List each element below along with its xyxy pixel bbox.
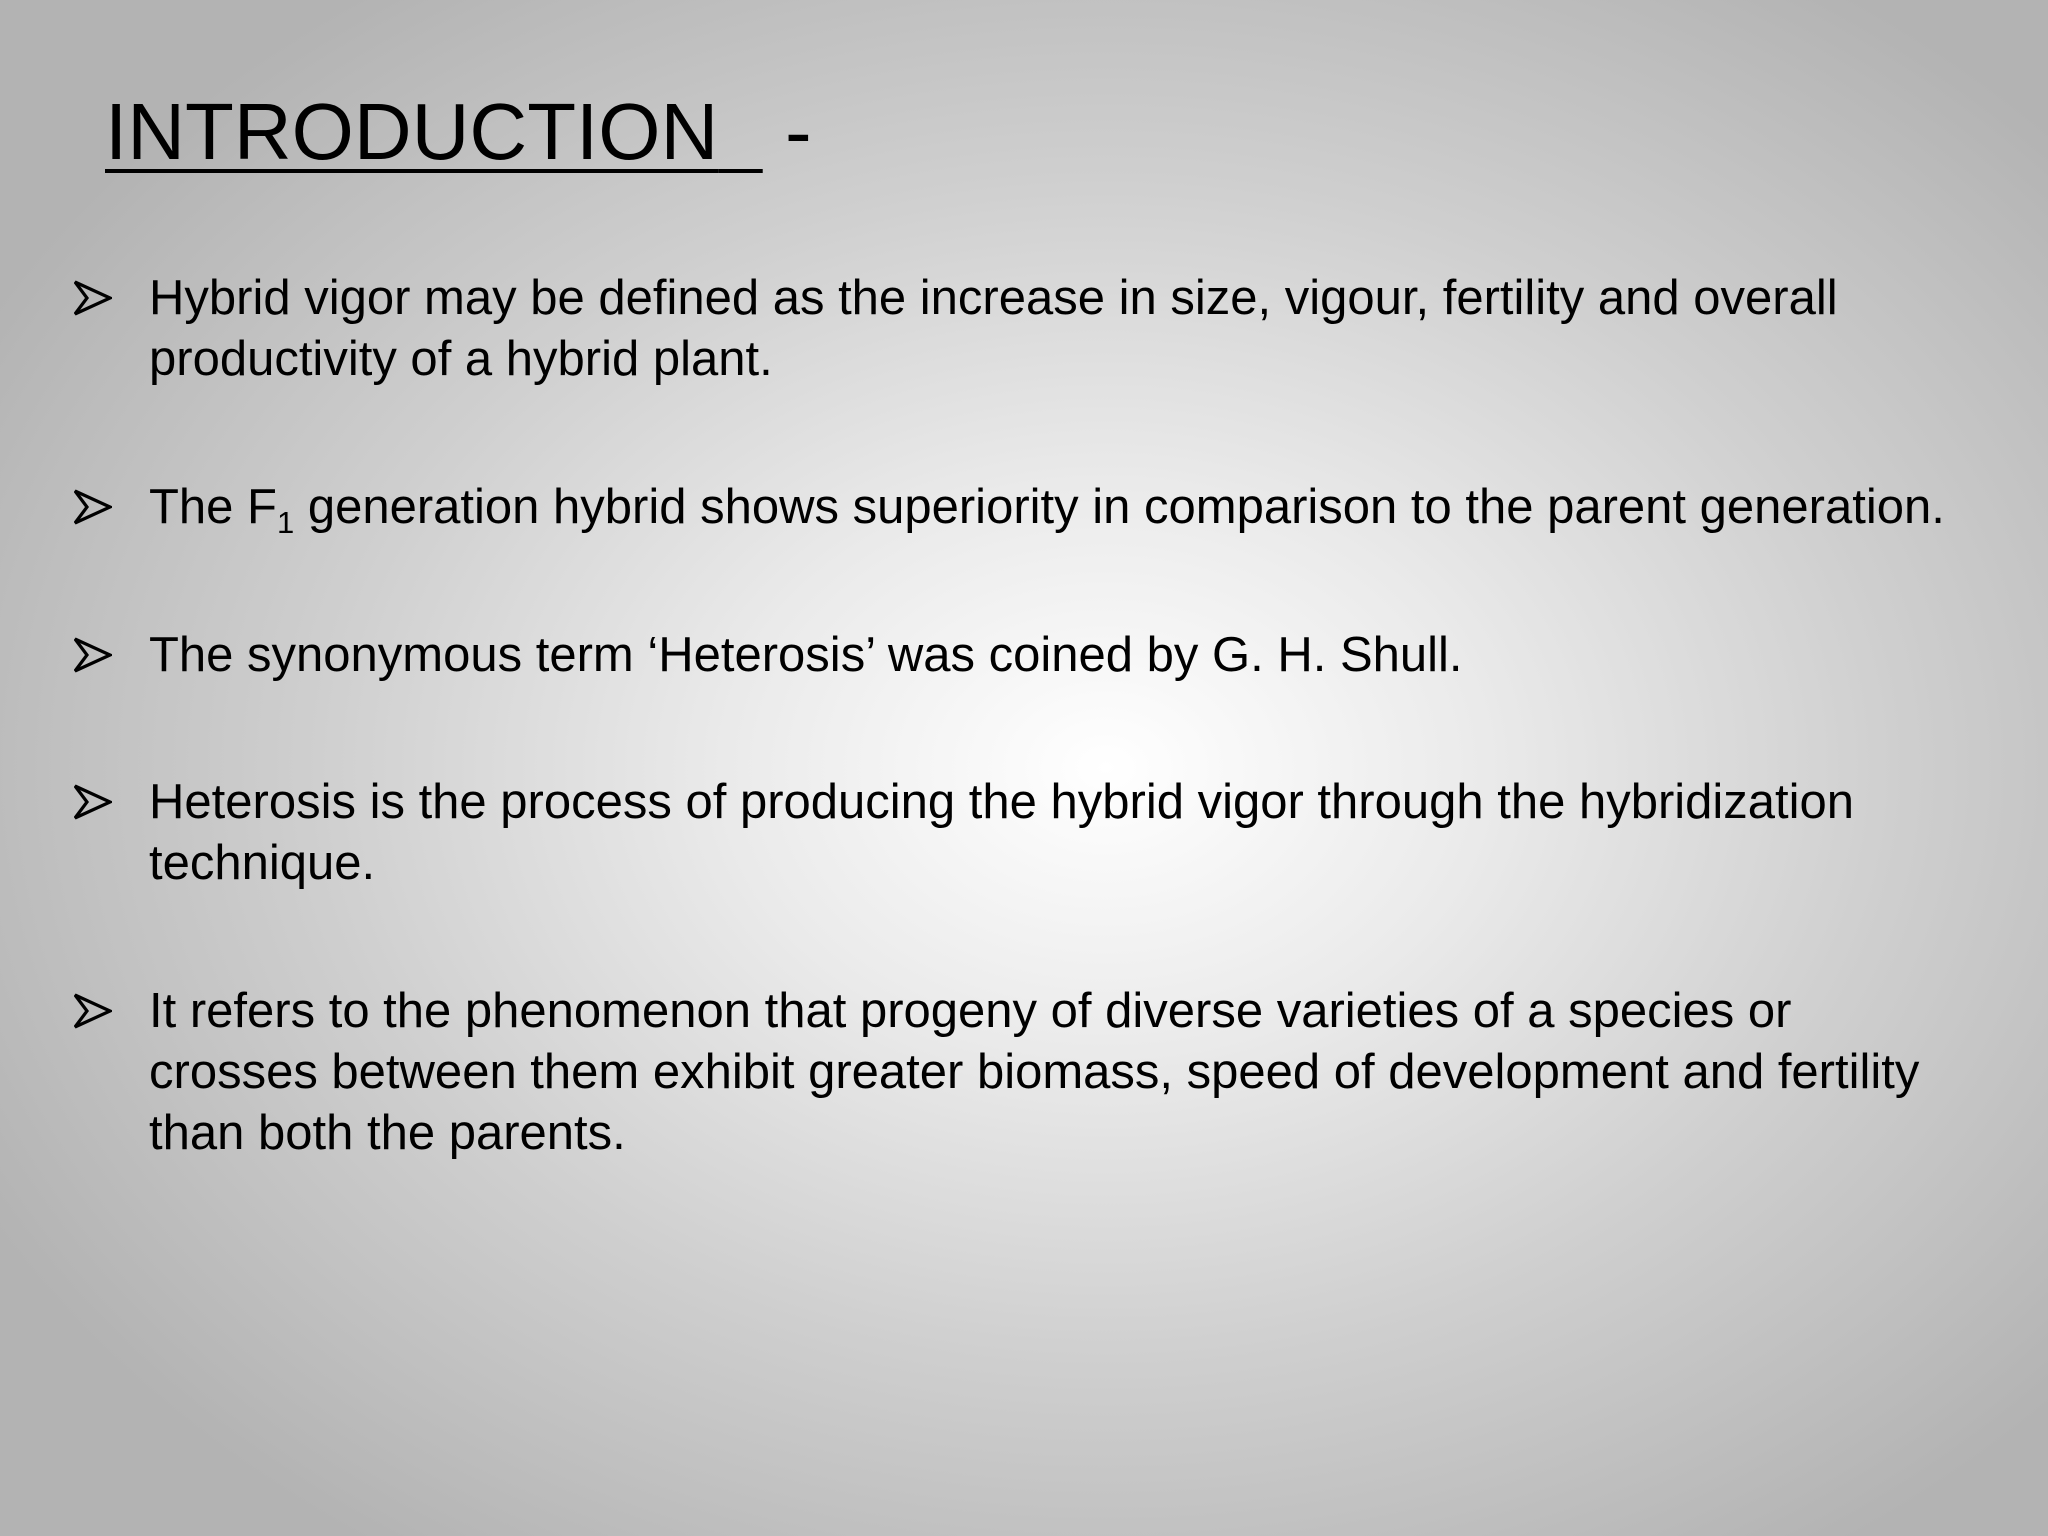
bullet-item [70,268,1970,390]
title-suffix: - [784,87,812,176]
bullet-list [70,268,1970,1251]
subscript: 1 [276,505,295,540]
bullet-text: Hybrid vigor may be defined as the increase in size, vigour, fertility and overall productivity of a hybrid plant. [149,271,1838,386]
bullet-item [70,477,1970,538]
title-underline-pad [718,87,762,176]
bullet-item [70,772,1970,894]
bullet-text: Heterosis is the process of producing the hybrid vigor through the hybridization technique. [149,775,1855,890]
arrow-bullet-icon [74,637,112,673]
title-dash [763,87,785,176]
title-text: INTRODUCTION [105,87,719,176]
arrow-bullet-icon [74,489,112,525]
bullet-item [70,981,1970,1164]
bullet-text: The synonymous term ‘Heterosis’ was coined by G. H. Shull. [149,628,1463,682]
arrow-bullet-icon [74,784,112,820]
arrow-bullet-icon [74,993,112,1029]
bullet-text-post: generation hybrid shows superiority in comparison to the parent generation. [294,480,1945,534]
slide-title [105,86,812,178]
bullet-item [70,625,1970,686]
bullet-text: It refers to the phenomenon that progeny of diverse varieties of a species or crosses between them exhibit greater biomass, speed of development and fertility than both the parents. [149,984,1920,1160]
bullet-text-pre: The F [149,480,277,534]
arrow-bullet-icon [74,280,112,316]
